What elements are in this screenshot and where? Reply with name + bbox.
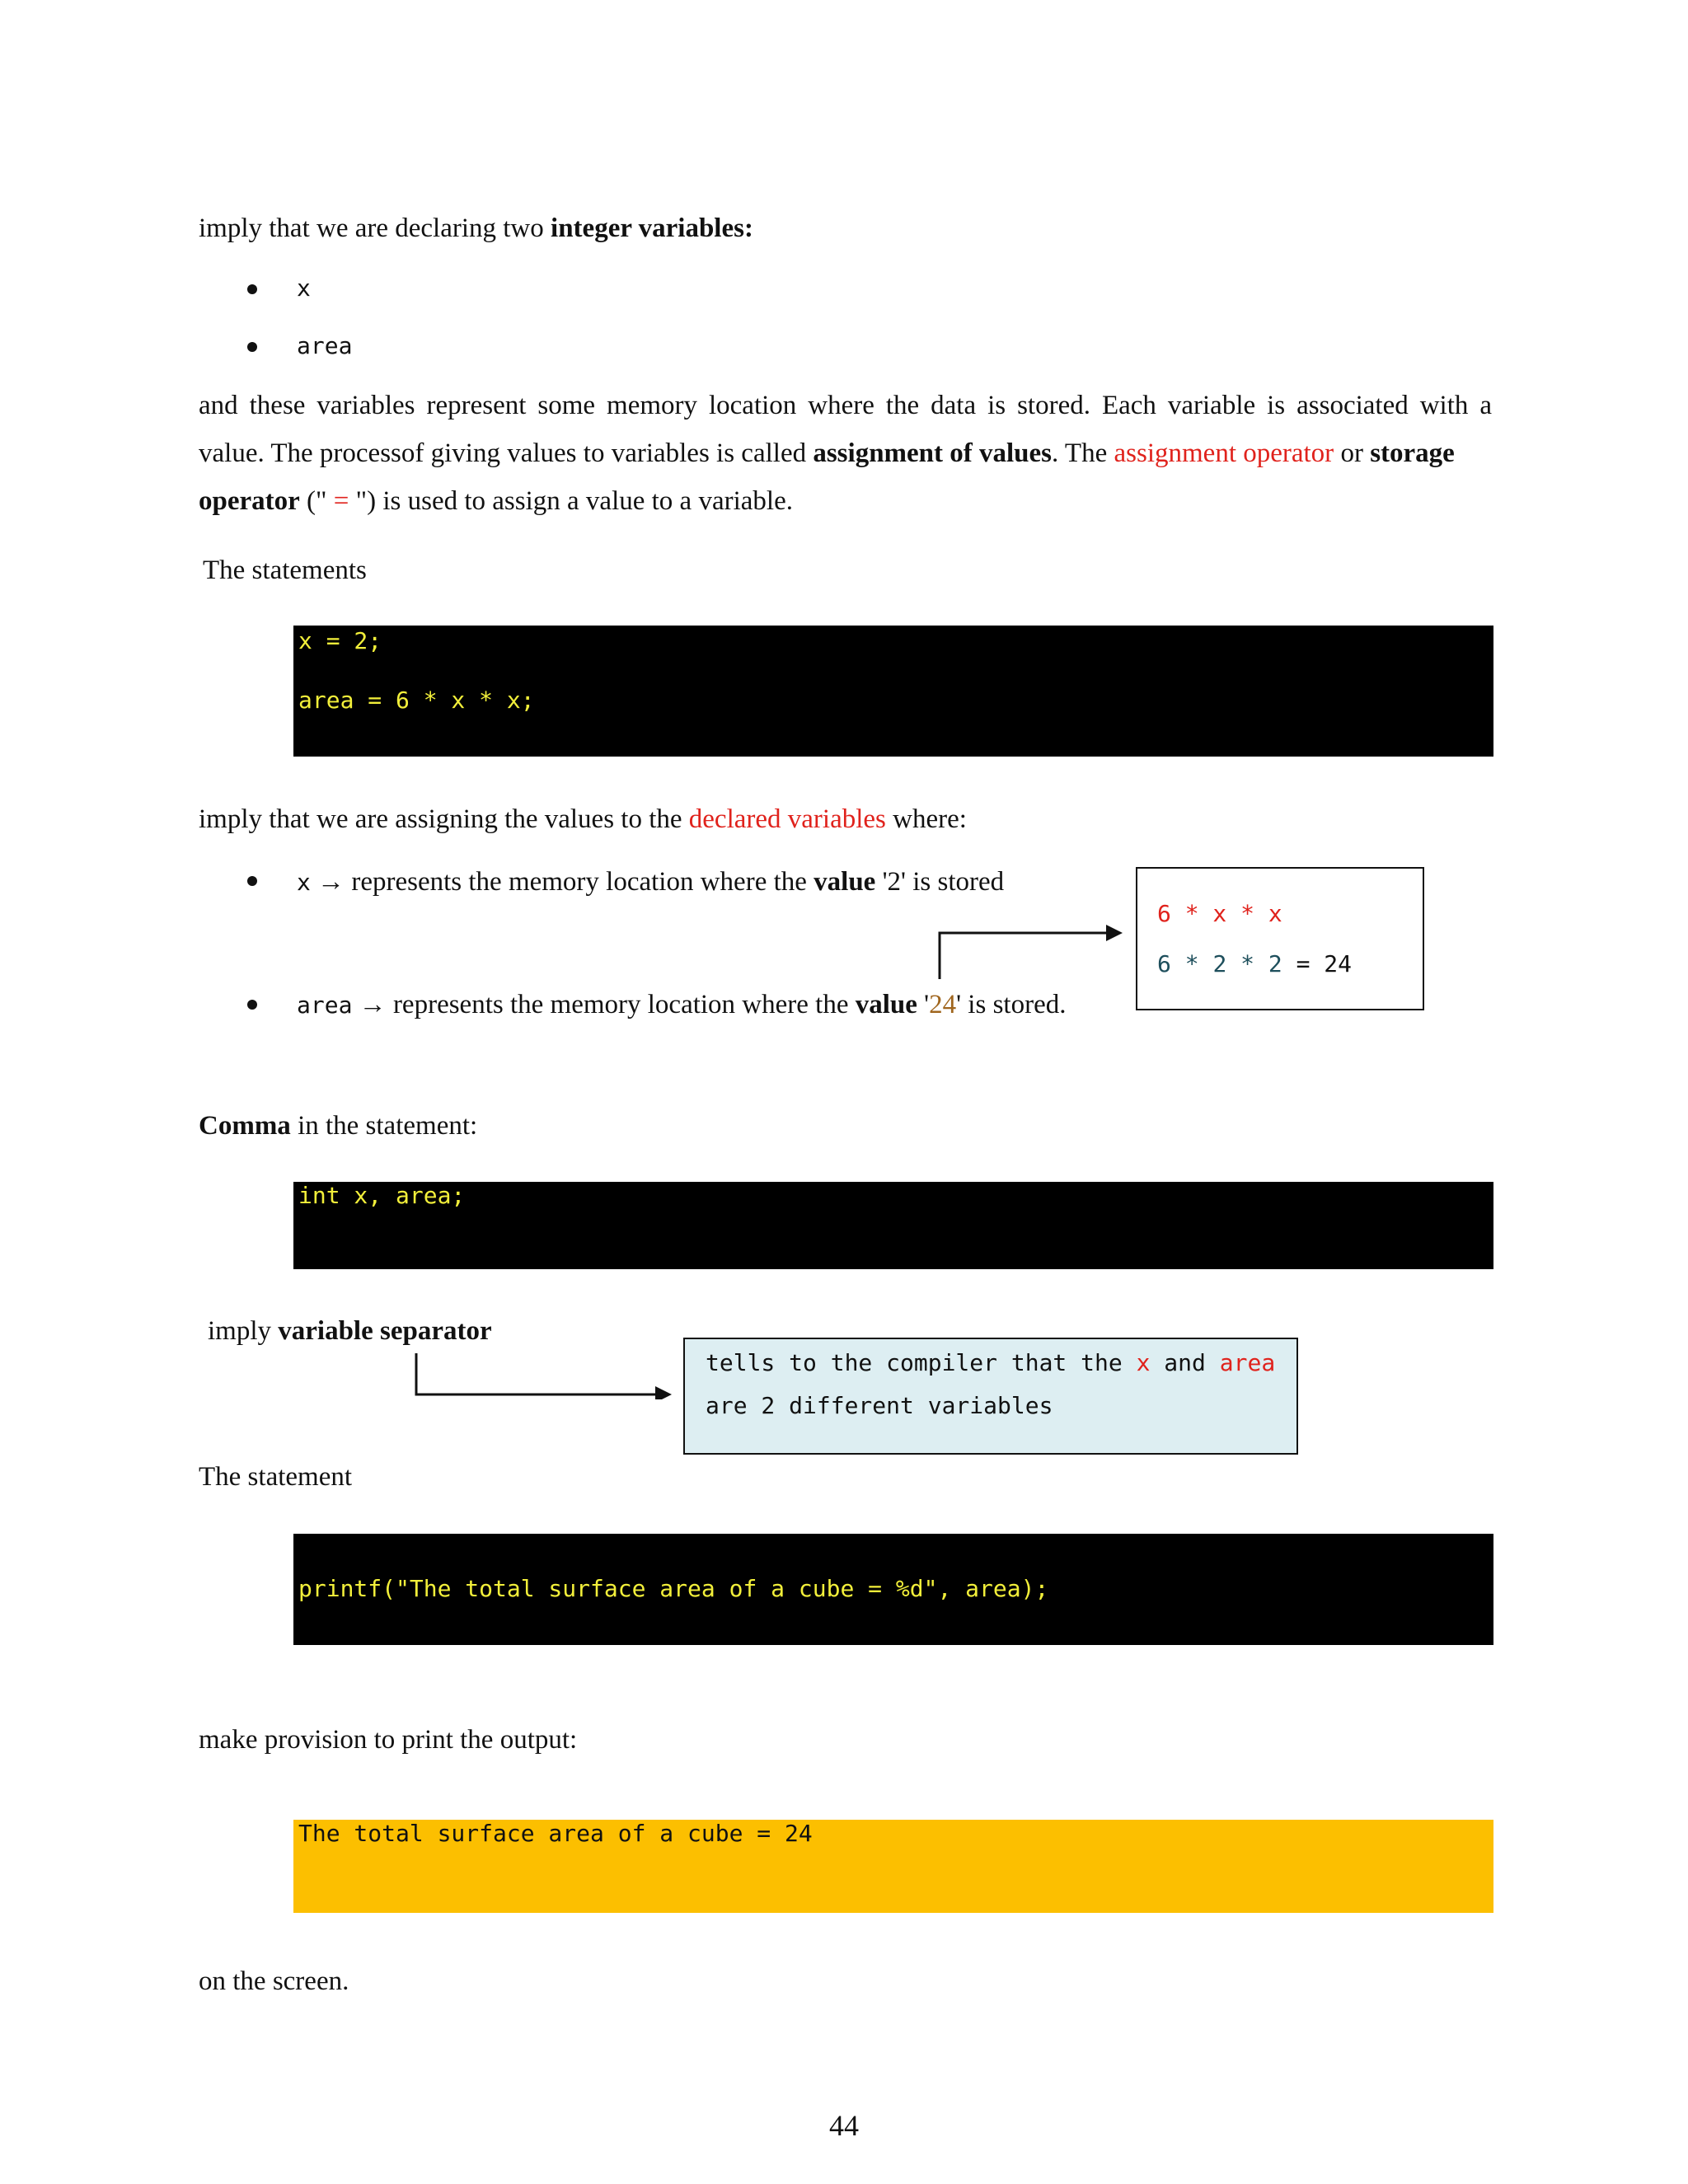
para1-text: or xyxy=(1334,438,1371,468)
intro-bold: integer variables: xyxy=(551,213,753,243)
para1-text: value. The processof giving values to variables is called xyxy=(199,438,814,468)
bullet-x-b: '2' is stored xyxy=(875,867,1005,897)
separator-box-red: area xyxy=(1219,1349,1276,1376)
bullet-dot xyxy=(247,876,257,886)
code-block-printf xyxy=(293,1534,1493,1645)
calc-num: 2 xyxy=(1268,950,1282,977)
output-line: The total surface area of a cube = 24 xyxy=(298,1820,813,1847)
assign-para xyxy=(199,803,967,836)
intro-prefix: imply that we are declaring two xyxy=(199,213,551,243)
para1-bold: assignment of values xyxy=(813,438,1053,468)
code-line: area = 6 * x * x; xyxy=(298,687,535,714)
separator-box-text: and xyxy=(1150,1349,1220,1376)
intro-line xyxy=(199,212,753,245)
page-number: 44 xyxy=(829,2109,859,2142)
calc-op: * xyxy=(1240,950,1255,977)
bullet-area-code: area xyxy=(297,991,353,1019)
bullet-area-brown: 24 xyxy=(929,990,957,1019)
bullet-area-b: ' xyxy=(917,990,930,1019)
arrow-to-calc-box xyxy=(931,915,1129,981)
bullet-x-text xyxy=(297,865,1004,899)
code-block-assignments xyxy=(293,626,1493,757)
para1-red: = xyxy=(333,486,349,516)
separator-para xyxy=(208,1315,492,1347)
separator-box-red: x xyxy=(1136,1349,1151,1376)
assign-text: where: xyxy=(885,804,967,834)
statements-label: The statements xyxy=(203,555,367,585)
para1-text: ") is used to assign a value to a variable. xyxy=(349,486,793,516)
bullet-area-c: ' is stored. xyxy=(956,990,1067,1019)
declared-var-x: x xyxy=(297,274,311,302)
calc-num: 6 xyxy=(1157,950,1171,977)
para1-text: . The xyxy=(1052,438,1114,468)
code-line: printf("The total surface area of a cube = %d", area); xyxy=(298,1575,1049,1602)
bullet-x-code: x xyxy=(297,869,311,896)
para1-line3 xyxy=(199,485,793,518)
calc-box xyxy=(1136,867,1424,1010)
para1-red: assignment operator xyxy=(1114,438,1334,468)
para1-bold: storage xyxy=(1370,438,1455,468)
separator-bold: variable separator xyxy=(278,1316,492,1346)
calc-num: 2 xyxy=(1212,950,1227,977)
code-block-declaration xyxy=(293,1182,1493,1269)
bullet-dot xyxy=(247,1000,257,1010)
code-line: x = 2; xyxy=(298,627,382,654)
para1-text: (" xyxy=(299,486,334,516)
bullet-area-a: → represents the memory location where the xyxy=(352,990,856,1019)
separator-text: imply xyxy=(208,1316,279,1346)
code-line: int x, area; xyxy=(298,1182,466,1209)
para1-line1: and these variables represent some memory location where the data is stored. Each variable is associated with a xyxy=(199,391,1492,420)
bullet-dot xyxy=(247,284,257,294)
assign-red: declared variables xyxy=(688,804,886,834)
calc-op: * xyxy=(1184,950,1199,977)
separator-box xyxy=(683,1338,1298,1455)
bullet-x-a: → represents the memory location where the xyxy=(310,867,814,897)
assign-text: imply that we are assigning the values to the xyxy=(199,804,689,834)
bullet-x-bold: value xyxy=(814,867,876,897)
separator-box-line1 xyxy=(706,1349,1275,1376)
calc-line2 xyxy=(1157,950,1352,977)
comma-text: in the statement: xyxy=(290,1111,478,1141)
statement-label: The statement xyxy=(199,1462,353,1492)
bullet-area-text xyxy=(297,988,1066,1022)
screen-label: on the screen. xyxy=(199,1966,349,1996)
output-block xyxy=(293,1820,1493,1913)
output-label: make provision to print the output: xyxy=(199,1725,578,1755)
para1-line2 xyxy=(199,437,1455,470)
calc-result: = 24 xyxy=(1282,950,1353,977)
separator-box-text: tells to the compiler that the xyxy=(706,1349,1137,1376)
calc-line1: 6 * x * x xyxy=(1157,900,1282,927)
bullet-area-bold: value xyxy=(855,990,917,1019)
arrow-to-separator-box xyxy=(408,1352,680,1399)
comma-para xyxy=(199,1109,477,1142)
declared-var-area: area xyxy=(297,332,353,359)
para1-bold: operator xyxy=(199,486,300,516)
comma-bold: Comma xyxy=(199,1111,291,1141)
separator-box-line2: are 2 different variables xyxy=(706,1392,1053,1419)
bullet-dot xyxy=(247,342,257,352)
